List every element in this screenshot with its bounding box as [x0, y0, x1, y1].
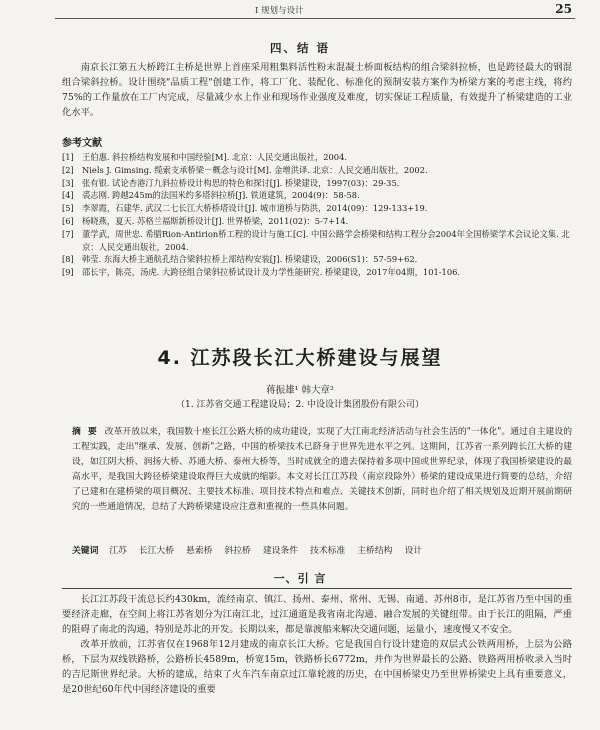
- reference-number: [8]: [62, 254, 74, 265]
- reference-number: [6]: [62, 215, 74, 226]
- conclusion-heading: 四、结 语: [269, 41, 330, 55]
- reference-item: [62, 151, 574, 164]
- abstract-text: 改革开放以来，我国数十座长江公路大桥的成功建设，实现了大江南北经济活动与社会生活的"一体化"。通过自主建设的工程实践，走出"继承、发展、创新"之路，中国的桥梁技术已跻身于世界先进水平之列。这期间，江苏省一系列跨长江大桥的建设，如江阴大桥、润扬大桥、苏通大桥、泰州大桥等，当时成就全的遗去保持着多项中国或世界纪录，体现了我国桥梁建设的最高水平，是我国大跨径桥梁建设取得巨大成就的缩影。本文对长江江苏段（南京段除外）桥梁的建设成果进行简要的总结，介绍了已建和在建桥梁的项目概况、主要技术标准、项目技术特点和难点、关键技术创新，同时也介绍了相关规划及近期开展前期研究的一些通道情况，总结了大跨桥梁建设应注意和重视的一些具体问题。: [72, 427, 572, 512]
- reference-number: [1]: [62, 152, 74, 162]
- keyword: 主桥结构: [357, 546, 393, 556]
- reference-text: 李翠霞，石建华. 武汉二七长江大桥桥塔设计[J]. 城市道桥与防洪，2014(09)：129-133+19.: [82, 203, 428, 214]
- reference-item: [62, 202, 574, 215]
- running-header: [0, 2, 600, 18]
- reference-text: 韩莹. 东海大桥主通航孔结合梁斜拉桥上部结构安装[J]. 桥梁建设，2006(S1)：57-59+62.: [82, 254, 418, 265]
- reference-item: [62, 177, 574, 190]
- keyword: 悬索桥: [186, 546, 213, 556]
- intro-rule: [62, 588, 572, 589]
- keyword: 江苏: [109, 546, 127, 556]
- header-rule: [55, 18, 575, 19]
- keywords: [72, 543, 434, 556]
- keyword: 斜拉桥: [224, 546, 251, 556]
- reference-number: [4]: [62, 190, 74, 201]
- conclusion-body: [62, 60, 572, 120]
- reference-text: 杨晓燕，夏天. 苏格兰福斯新桥设计[J]. 世界桥梁，2011(02)：5-7+14.: [82, 215, 349, 226]
- keyword: 建设条件: [262, 546, 299, 556]
- reference-text: 裘志刚. 跨越245m的法国米约多塔斜拉桥[J]. 铁道建筑，2004(9)：58-58.: [82, 190, 360, 201]
- keyword: 长江大桥: [138, 546, 175, 556]
- reference-number: [3]: [62, 177, 74, 188]
- keywords-label: 关键词: [72, 546, 99, 556]
- reference-number: [2]: [62, 164, 74, 175]
- reference-item: [62, 266, 574, 279]
- page-number: 25: [555, 2, 572, 16]
- abstract: [72, 425, 572, 515]
- intro-heading: 一、引 言: [273, 572, 327, 585]
- keyword: 设计: [404, 546, 423, 556]
- intro-body: [62, 592, 572, 697]
- reference-number: [9]: [62, 267, 74, 278]
- running-section-title: Ⅰ 规划与设计: [255, 6, 304, 16]
- reference-text: Niels J. Gimsing. 缆索支承桥梁－概念与设计[M]. 金增洪译. 北京：人民交通出版社，2002.: [82, 164, 428, 175]
- article-affiliations: （1. 江苏省交通工程建设局；2. 中设设计集团股份有限公司）: [176, 400, 424, 410]
- article-authors: 蒋振雄¹ 韩大章²: [266, 385, 334, 396]
- reference-number: [5]: [62, 203, 74, 214]
- reference-text: 王伯惠. 斜拉桥结构发展和中国经验[M]. 北京：人民交通出版社，2004.: [82, 152, 347, 162]
- reference-text: 邵长宇，陈亮，汤虎. 大跨径组合梁斜拉桥试设计及力学性能研究. 桥梁建设，2017年04期，101-106.: [82, 267, 461, 278]
- references-list: [62, 151, 574, 279]
- keyword: 技术标准: [310, 546, 346, 556]
- reference-item: [62, 215, 574, 228]
- reference-item: [62, 228, 574, 254]
- intro-paragraph-1: 长江江苏段干流总长约430km，流经南京、镇江、扬州、泰州、常州、无锡、南通、苏州8市，是江苏省乃至中国的重要经济走廊，在空间上将江苏省划分为江南江北，过江通道是我省南北沟通、融合发展的关键纽带。由于长江的阻隔，严重的阻碍了南北的沟通，特别是苏北的开发。长期以来，都是靠渡船来解决交通问题，运量小，速度慢又不安全。: [62, 594, 572, 635]
- abstract-label: 摘 要: [72, 427, 99, 437]
- reference-item: [62, 253, 574, 266]
- reference-item: [62, 189, 574, 202]
- reference-text: 张有银. 试论杏港汀九斜拉桥设计构思的特色和探讨[J]. 桥梁建设，1997(03)：29-35.: [82, 177, 400, 188]
- reference-text: 董学武，周世忠. 希腊Rion-Antirion桥工程的设计与施工[C]. 中国公路学会桥梁和结构工程分会2004年全国桥梁学术会议论文集. 北京：人民交通出版社，2004.: [82, 228, 570, 252]
- reference-number: [7]: [62, 228, 74, 239]
- conclusion-paragraph: 南京长江第五大桥跨江主桥是世界上首座采用粗集料活性粉末混凝土桥面板结构的组合梁斜拉桥，也是跨径最大的钢混组合梁斜拉桥。设计围绕"品质工程"创建工作，将工厂化、装配化、标准化的预制安装方案作为桥梁方案的考虑主线，将约75%的工作量放在工厂内完成，尽量减少水上作业和现场作业强度及难度，切实保证工程质量，有效提升了桥梁建造的工业化水平。: [62, 62, 572, 118]
- references-heading: 参考文献: [62, 138, 102, 149]
- intro-paragraph-2: 改革开放前，江苏省仅在1968年12月建成的南京长江大桥。它是我国自行设计建造的双层式公铁两用桥，上层为公路桥，下层为双线铁路桥，公路桥长4589m，桥宽15m，铁路桥长6772m，并作为世界最长的公路、铁路两用桥收录入当时的吉尼斯世界纪录。大桥的建成，结束了火车汽车南京过江靠轮渡的历史，在中国桥梁史乃至世界桥梁史上具有重要意义，是20世纪60年代中国经济建设的重要: [62, 639, 572, 695]
- article-title: 4. 江苏段长江大桥建设与展望: [157, 347, 443, 369]
- reference-item: [62, 164, 574, 177]
